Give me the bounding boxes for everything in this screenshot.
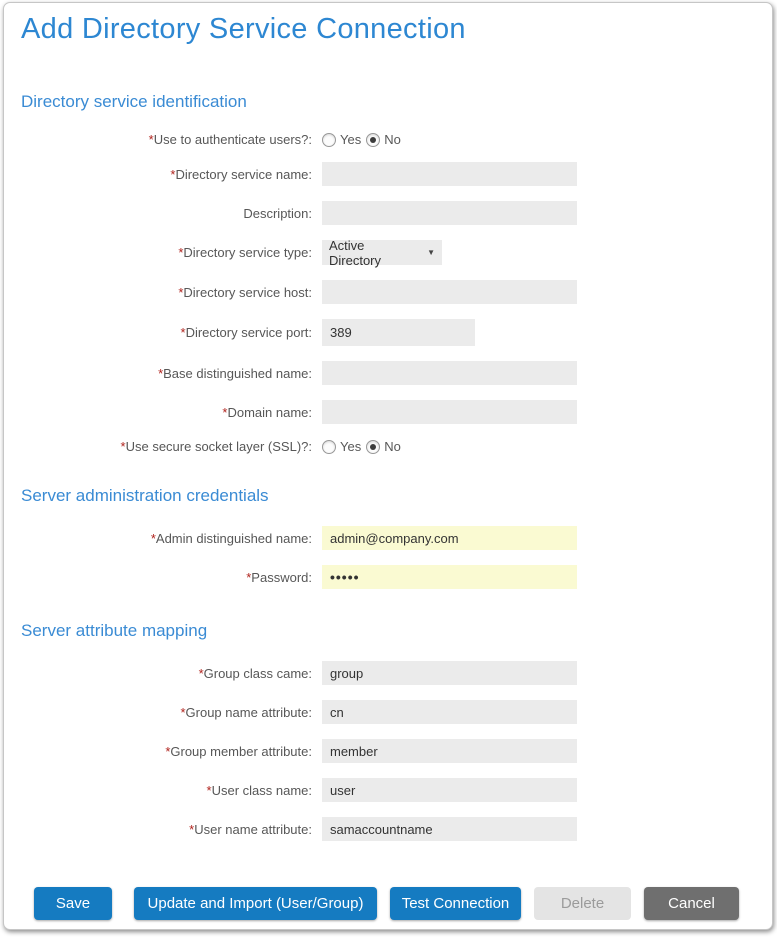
user-name-attribute-input[interactable]: [322, 817, 577, 841]
ssl-no-radio[interactable]: No: [366, 439, 401, 454]
radio-icon[interactable]: [322, 133, 336, 147]
field-label: *Directory service type:: [178, 245, 312, 260]
required-marker: *: [165, 743, 171, 759]
page-title: Add Directory Service Connection: [21, 13, 466, 45]
form-row: [4, 817, 772, 841]
field-label: *Directory service name:: [170, 166, 312, 182]
field-label: *Group member attribute:: [165, 743, 312, 759]
section-title-server-administration-credentials: Server administration credentials: [21, 486, 269, 505]
required-marker: *: [198, 665, 204, 681]
form-row: [4, 237, 772, 268]
field-label: *Use to authenticate users?:: [148, 132, 312, 147]
required-marker: *: [120, 439, 126, 454]
required-marker: *: [246, 569, 252, 585]
directory-service-host-input[interactable]: [322, 280, 577, 304]
form-row: [4, 700, 772, 724]
radio-icon[interactable]: [322, 440, 336, 454]
field-label: *Use secure socket layer (SSL)?:: [120, 439, 312, 454]
required-marker: *: [206, 782, 212, 798]
form-row: [4, 132, 772, 147]
required-marker: *: [158, 365, 164, 381]
field-label: *Password:: [246, 569, 312, 585]
form-row: [4, 400, 772, 424]
field-label: *Base distinguished name:: [158, 365, 312, 381]
form-row: [4, 661, 772, 685]
password-input[interactable]: [322, 565, 577, 589]
field-label: *Group class came:: [198, 665, 312, 681]
cancel-button[interactable]: Cancel: [644, 887, 739, 920]
dropdown-arrow-icon: ▼: [427, 248, 435, 257]
form-row: [4, 361, 772, 385]
field-label: *Group name attribute:: [180, 704, 312, 720]
description-input[interactable]: [322, 201, 577, 225]
required-marker: *: [178, 245, 184, 260]
section-title-server-attribute-mapping: Server attribute mapping: [21, 621, 208, 640]
group-name-attribute-input[interactable]: [322, 700, 577, 724]
ssl-yes-radio[interactable]: Yes: [322, 439, 361, 454]
field-label: Description:: [243, 205, 312, 221]
use-to-authenticate-radio-group: [322, 132, 406, 147]
required-marker: *: [180, 325, 186, 340]
update-and-import-button[interactable]: Update and Import (User/Group): [134, 887, 377, 920]
group-class-name-input[interactable]: [322, 661, 577, 685]
form-row: [4, 565, 772, 589]
test-connection-button[interactable]: Test Connection: [390, 887, 521, 920]
required-marker: *: [170, 166, 176, 182]
form-row: [4, 778, 772, 802]
required-marker: *: [180, 704, 186, 720]
radio-selected-icon[interactable]: [366, 440, 380, 454]
directory-service-port-input[interactable]: [322, 319, 475, 346]
form-row: [4, 319, 772, 346]
required-marker: *: [148, 132, 154, 147]
form-row: [4, 439, 772, 454]
use-ssl-radio-group: [322, 439, 406, 454]
authenticate-no-radio[interactable]: No: [366, 132, 401, 147]
add-directory-service-connection-panel: [3, 2, 773, 930]
domain-name-input[interactable]: [322, 400, 577, 424]
field-label: *Domain name:: [222, 404, 312, 420]
form-row: [4, 280, 772, 304]
directory-service-type-select[interactable]: [322, 237, 442, 268]
section-title-directory-service-identification: Directory service identification: [21, 92, 247, 111]
group-member-attribute-input[interactable]: [322, 739, 577, 763]
action-button-bar: [34, 887, 772, 920]
radio-selected-icon[interactable]: [366, 133, 380, 147]
form-row: [4, 201, 772, 225]
form-row: [4, 739, 772, 763]
required-marker: *: [189, 821, 195, 837]
directory-service-name-input[interactable]: [322, 162, 577, 186]
form-row: [4, 162, 772, 186]
required-marker: *: [178, 284, 184, 300]
field-label: *User class name:: [206, 782, 312, 798]
field-label: *Admin distinguished name:: [150, 530, 312, 546]
field-label: *User name attribute:: [189, 821, 312, 837]
required-marker: *: [222, 404, 228, 420]
selected-option-label: Active Directory: [329, 237, 382, 268]
field-label: *Directory service port:: [180, 325, 312, 340]
required-marker: *: [150, 530, 156, 546]
save-button[interactable]: Save: [34, 887, 112, 920]
base-distinguished-name-input[interactable]: [322, 361, 577, 385]
field-label: *Directory service host:: [178, 284, 312, 300]
delete-button[interactable]: Delete: [534, 887, 631, 920]
user-class-name-input[interactable]: [322, 778, 577, 802]
admin-distinguished-name-input[interactable]: [322, 526, 577, 550]
authenticate-yes-radio[interactable]: Yes: [322, 132, 361, 147]
form-row: [4, 526, 772, 550]
